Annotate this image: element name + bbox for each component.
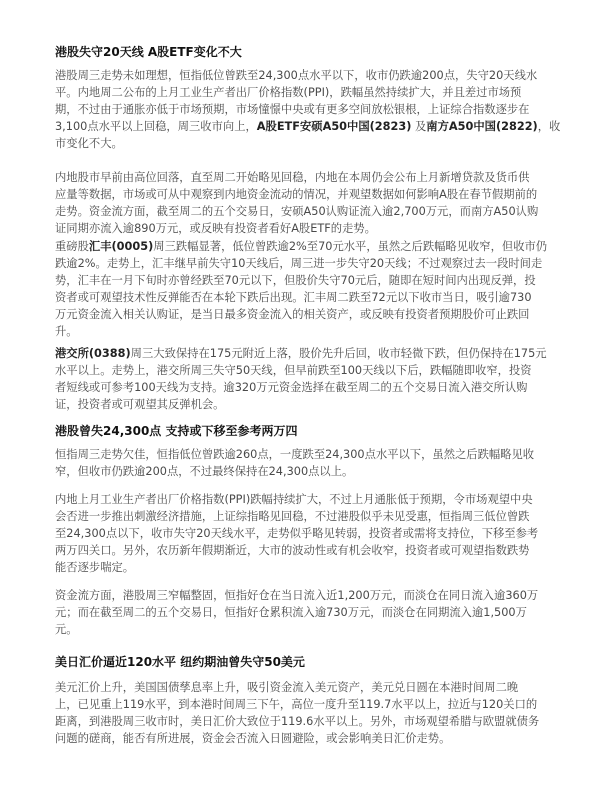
paragraph [55, 587, 555, 638]
text-segment: 元；而在截至周二的五个交易日，恒指好仓累积流入逾730万元，而淡仓在同期流入逾1,500万 [55, 606, 527, 619]
text-segment: 上，已见重上119水平，到本港时间周三下午，高位一度升至119.7水平以上，拉近与120关口的 [55, 698, 538, 711]
paragraph-line [55, 730, 555, 747]
paragraph-line [55, 679, 555, 696]
paragraph-line [55, 559, 555, 576]
paragraph [55, 446, 555, 480]
bold-text: A股ETF安硕A50中国(2823) [256, 120, 412, 133]
paragraph-line [55, 446, 555, 463]
text-segment: 资者或可观望技术性反弹能否在本轮下跌后出现。汇丰周二跌至72元以下收市当日，吸引逾730 [55, 291, 532, 304]
paragraph-line [55, 306, 555, 323]
paragraph-line [55, 491, 555, 508]
paragraph-line [55, 238, 555, 255]
paragraph-line [55, 525, 555, 542]
text-segment: 能否逐步喘定。 [55, 561, 135, 574]
text-segment: 者短线或可参考100天线为支持。逾320万元资金选择在截至周二的五个交易日流入港交所认购 [55, 381, 528, 394]
paragraph-line [55, 463, 555, 480]
paragraph-line [55, 542, 555, 559]
section-heading-hsi-support: 港股曾失24,300点 支持或下移至参考两万四 [55, 424, 298, 438]
paragraph-line [55, 323, 555, 340]
section-heading-hk-stocks-etf: 港股失守20天线 A股ETF变化不大 [55, 45, 242, 59]
text-segment: 升。 [55, 325, 78, 338]
text-segment: 窄，但收市仍跌逾200点，不过最终保持在24,300点以上。 [55, 465, 354, 478]
text-segment: 港股周三走势未如理想，恒指低位曾跌至24,300点水平以下，收市仍跌逾200点，失守20天线水 [55, 69, 538, 82]
text-segment: ，收 [537, 120, 561, 133]
paragraph-line [55, 255, 555, 272]
text-segment: 内地股市早前由高位回落，直至周二开始略见回稳，内地在本周仍会公布上月新增贷款及货币供 [55, 171, 530, 184]
bold-text: 港交所(0388) [55, 347, 131, 360]
bold-text: 南方A50中国(2822) [426, 120, 538, 133]
text-segment: 万元资金流入相关认购证，是当日最多资金流入的相关资产，或反映有投资者预期股价可止跌回 [55, 308, 530, 321]
paragraph [55, 169, 555, 237]
paragraph-line [55, 220, 555, 237]
paragraph-line [55, 84, 555, 101]
text-segment: 走势。资金流方面，截至周二的五个交易日，安硕A50认购证流入逾2,700万元，而南方A50认购 [55, 205, 539, 218]
text-segment: 资金流方面，港股周三窄幅整固，恒指好仓在当日流入近1,200万元，而淡仓在同日流入逾360万 [55, 589, 539, 602]
text-segment: 会否进一步推出刺激经济措施，上证综指略见回稳，不过港股似乎未见受惠，恒指周三低位曾跌 [55, 510, 530, 523]
text-segment: 至24,300点以下，收市失守20天线水平，走势似乎略见转弱，投资者或需将支持位，下移至参考 [55, 527, 539, 540]
paragraph-line [55, 135, 555, 152]
text-segment: 期，不过由于通胀亦低于市场预期，市场憧憬中央或有更多空间放松银根，上证综合指数逐步在 [55, 103, 530, 116]
text-segment: 美元汇价上升，美国国债孳息率上升，吸引资金流入美元资产，美元兑日圆在本港时间周二晚 [55, 681, 519, 694]
paragraph-line [55, 396, 555, 413]
text-segment: 元。 [55, 623, 78, 636]
text-segment: 及 [411, 120, 427, 133]
paragraph-line [55, 203, 555, 220]
paragraph-line [55, 379, 555, 396]
text-segment: 3,100点水平以上回稳，周三收市向上， [55, 120, 257, 133]
bold-text: 汇丰(0005) [88, 240, 154, 253]
paragraph-line [55, 169, 555, 186]
paragraph-line [55, 345, 555, 362]
paragraph-line [55, 621, 555, 638]
text-segment: 问题的磋商，能否有所进展，资金会否流入日圆避险，或会影响美日汇价走势。 [55, 732, 451, 745]
text-segment: 证，投资者或可观望其反弹机会。 [55, 398, 225, 411]
paragraph-line [55, 67, 555, 84]
paragraph-line [55, 118, 561, 135]
paragraph [55, 679, 555, 747]
paragraph-line [55, 272, 555, 289]
text-segment: 重磅股 [55, 240, 89, 253]
text-segment: 内地上月工业生产者出厂价格指数(PPI)跌幅持续扩大，不过上月通胀低于预期，令市场观望中央 [55, 493, 533, 506]
text-segment: 距离，到港股周三收市时，美日汇价大致位于119.6水平以上。另外，市场观望希腊与欧盟就债务 [55, 715, 540, 728]
paragraph-line [55, 362, 555, 379]
text-segment: 证同期亦流入逾890万元，或反映有投资者看好A股ETF的走势。 [55, 222, 376, 235]
text-segment: 周三跌幅显著，低位曾跌逾2%至70元水平，虽然之后跌幅略见收窄，但收市仍 [153, 240, 548, 253]
section-heading-usdjpy-oil: 美日汇价逼近120水平 纽约期油曾失守50美元 [55, 655, 305, 669]
paragraph-line [55, 587, 555, 604]
text-segment: 应量等数据，市场或可从中观察到内地资金流动的情况，并观望数据如何影响A股在春节假期前的 [55, 188, 538, 201]
text-segment: 水平以上。走势上，港交所周三失守50天线，但早前跌至100天线以下后，跌幅随即收窄，投资 [55, 364, 532, 377]
paragraph-line [55, 604, 555, 621]
text-segment: 势，汇丰在一月下旬时亦曾经跌至70元以下，但股价失守70元后，随即在短时间内出现反弹，投 [55, 274, 536, 287]
text-segment: 平。内地周二公布的上月工业生产者出厂价格指数(PPI)，跌幅虽然持续扩大，并且差过市场预 [55, 86, 522, 99]
paragraph [55, 345, 555, 413]
text-segment: 周三大致保持在175元附近上落，股价先升后回，收市轻微下跌，但仍保持在175元 [130, 347, 547, 360]
paragraph-line [55, 508, 555, 525]
text-segment: 市变化不大。 [55, 137, 123, 150]
paragraph-line [55, 696, 555, 713]
paragraph [55, 238, 555, 340]
paragraph-line [55, 713, 555, 730]
text-segment: 跌逾2%。走势上，汇丰继早前失守10天线后，周三进一步失守20天线；不过观察过去一段时间走 [55, 257, 543, 270]
text-segment: 恒指周三走势欠佳，恒指低位曾跌逾260点，一度跌至24,300点水平以下，虽然之后跌幅略见收 [55, 448, 535, 461]
paragraph-line [55, 289, 555, 306]
text-segment: 两万四关口。另外，农历新年假期渐近，大市的波动性或有机会收窄，投资者或可观望指数跌势 [55, 544, 530, 557]
paragraph-line [55, 186, 555, 203]
paragraph-line [55, 101, 555, 118]
paragraph [55, 491, 555, 576]
paragraph [55, 67, 561, 152]
